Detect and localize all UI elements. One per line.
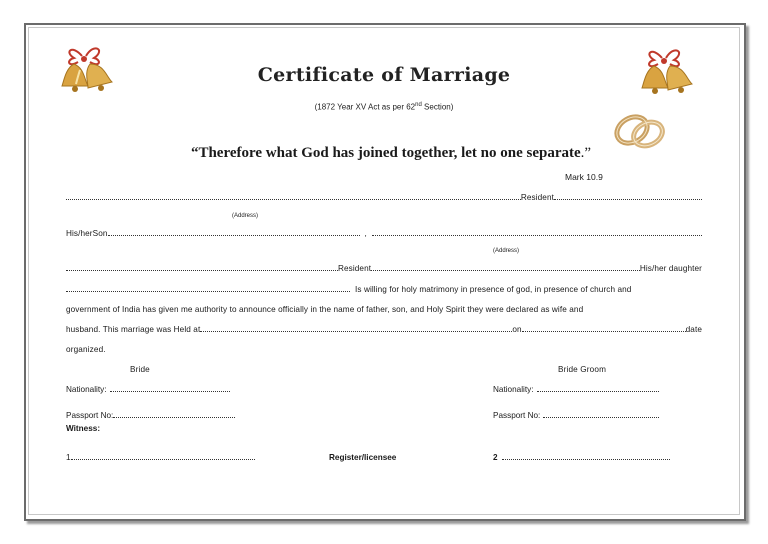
- bible-quote: “Therefore what God has joined together, let no one separate.”: [190, 145, 592, 161]
- nationality-label: Nationality:: [66, 385, 107, 394]
- witness-number: 1: [66, 453, 71, 462]
- daughter-label: His/her daughter: [639, 264, 702, 273]
- bride-passport: [66, 411, 235, 420]
- address-label: (Address): [232, 213, 259, 219]
- address-label: (Address): [493, 248, 520, 254]
- groom-nationality-field[interactable]: [537, 388, 659, 392]
- nationality-label: Nationality:: [493, 385, 534, 394]
- fill-in-blank[interactable]: [108, 232, 360, 236]
- witness-1: [66, 453, 255, 462]
- groom-passport-field[interactable]: [543, 414, 659, 418]
- marriage-held-line: [66, 325, 702, 334]
- fill-in-blank[interactable]: [371, 267, 640, 271]
- register-licensee-label: Register/licensee: [329, 453, 397, 462]
- fill-in-blank[interactable]: [200, 328, 512, 332]
- daughter-line: [66, 264, 702, 273]
- bride-passport-field[interactable]: [113, 414, 235, 418]
- organized-text: organized.: [66, 345, 106, 354]
- resident-label: Resident: [520, 193, 554, 202]
- government-text: government of India has given me authority to announce officially in the name of father, son, and Holy Spirit they were declared as wife and: [66, 305, 584, 314]
- fill-in-blank[interactable]: [66, 288, 350, 292]
- passport-label: Passport No:: [493, 411, 541, 420]
- quote-reference: Mark 10.9: [565, 172, 603, 182]
- on-label: on: [512, 325, 522, 334]
- groom-heading: Bride Groom: [558, 365, 607, 374]
- comma: ,: [364, 229, 367, 238]
- certificate-title: Certificate of Marriage: [257, 64, 511, 86]
- son-label: His/herSon: [66, 229, 108, 238]
- date-label: date: [685, 325, 702, 334]
- witness-label: Witness:: [66, 424, 101, 433]
- held-at-label: husband. This marriage was Held at: [66, 325, 201, 334]
- passport-label: Passport No:: [66, 411, 114, 420]
- fill-in-blank[interactable]: [554, 196, 702, 200]
- witness-number: 2: [493, 453, 498, 462]
- resident-line-1: [66, 193, 702, 202]
- willing-line: [66, 285, 702, 294]
- fill-in-blank[interactable]: [66, 267, 338, 271]
- bride-heading: Bride: [130, 365, 150, 374]
- fill-in-blank[interactable]: [66, 196, 521, 200]
- son-line: [66, 229, 702, 238]
- groom-passport: [493, 411, 659, 420]
- witness-2: [493, 453, 670, 462]
- fill-in-blank[interactable]: [372, 232, 702, 236]
- witness-2-field[interactable]: [502, 456, 670, 460]
- certificate-subtitle: (1872 Year XV Act as per 62nd Section): [314, 102, 454, 112]
- willing-text: Is willing for holy matrimony in presence of god, in presence of church and: [355, 285, 632, 294]
- fill-in-blank[interactable]: [522, 328, 686, 332]
- witness-1-field[interactable]: [71, 456, 255, 460]
- bride-nationality-field[interactable]: [110, 388, 230, 392]
- bride-nationality: [66, 385, 230, 394]
- resident-label: Resident: [338, 264, 372, 273]
- groom-nationality: [493, 385, 659, 394]
